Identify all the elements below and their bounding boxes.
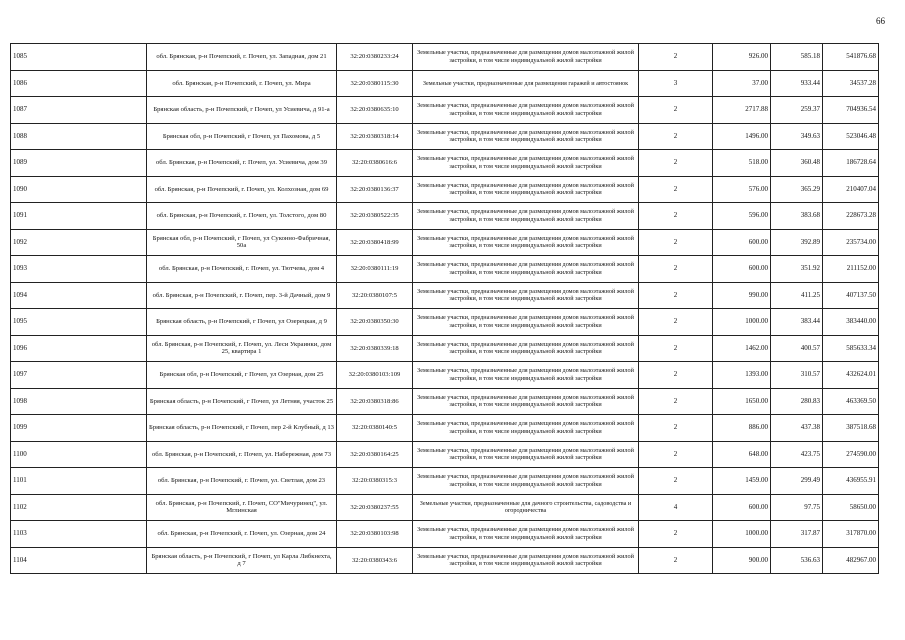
table-row bbox=[11, 123, 879, 150]
page-number: 66 bbox=[876, 16, 885, 26]
table-row bbox=[11, 282, 879, 309]
row-number: 1097 bbox=[11, 362, 147, 389]
table-row bbox=[11, 547, 879, 574]
cadastral-number: 32:20:0380233:24 bbox=[337, 44, 413, 71]
cadastral-value: 585633.34 bbox=[823, 335, 879, 362]
category-cell: 2 bbox=[639, 282, 713, 309]
cadastral-value: 436955.91 bbox=[823, 468, 879, 495]
category-cell: 2 bbox=[639, 150, 713, 177]
land-registry-table bbox=[10, 43, 879, 574]
row-number: 1092 bbox=[11, 229, 147, 256]
land-use-cell: Земельные участки, предназначенные для размещения домов малоэтажной жилой застройки, в том числе индивидуальной жилой застройки bbox=[413, 203, 639, 230]
address-cell: обл. Брянская, р-н Почепский, г. Почеп, ул. Леси Украинки, дом 25, квартира 1 bbox=[147, 335, 337, 362]
area-cell: 600.00 bbox=[713, 494, 771, 521]
area-cell: 648.00 bbox=[713, 441, 771, 468]
cadastral-value: 235734.00 bbox=[823, 229, 879, 256]
row-number: 1085 bbox=[11, 44, 147, 71]
cadastral-value: 186728.64 bbox=[823, 150, 879, 177]
rate-cell: 97.75 bbox=[771, 494, 823, 521]
address-cell: Брянская обл, р-н Почепский, г Почеп, ул Пахомова, д 5 bbox=[147, 123, 337, 150]
area-cell: 600.00 bbox=[713, 256, 771, 283]
category-cell: 2 bbox=[639, 362, 713, 389]
land-use-cell: Земельные участки, предназначенные для размещения гаражей и автостоянок bbox=[413, 70, 639, 97]
rate-cell: 383.44 bbox=[771, 309, 823, 336]
area-cell: 2717.88 bbox=[713, 97, 771, 124]
cadastral-number: 32:20:0380107:5 bbox=[337, 282, 413, 309]
cadastral-number: 32:20:0380339:18 bbox=[337, 335, 413, 362]
cadastral-value: 523046.48 bbox=[823, 123, 879, 150]
row-number: 1099 bbox=[11, 415, 147, 442]
rate-cell: 585.18 bbox=[771, 44, 823, 71]
area-cell: 1000.00 bbox=[713, 521, 771, 548]
cadastral-number: 32:20:0380315:3 bbox=[337, 468, 413, 495]
cadastral-number: 32:20:0380115:30 bbox=[337, 70, 413, 97]
land-use-cell: Земельные участки, предназначенные для размещения домов малоэтажной жилой застройки, в том числе индивидуальной жилой застройки bbox=[413, 547, 639, 574]
table-row bbox=[11, 176, 879, 203]
cadastral-number: 32:20:0380343:6 bbox=[337, 547, 413, 574]
table-row bbox=[11, 494, 879, 521]
cadastral-value: 387518.68 bbox=[823, 415, 879, 442]
area-cell: 37.00 bbox=[713, 70, 771, 97]
address-cell: обл. Брянская, р-н Почепский, г. Почеп, пер. 3-й Дачный, дом 9 bbox=[147, 282, 337, 309]
address-cell: Брянская область, р-н Почепский, г Почеп, пер 2-й Клубный, д 13 bbox=[147, 415, 337, 442]
category-cell: 2 bbox=[639, 123, 713, 150]
category-cell: 3 bbox=[639, 70, 713, 97]
table-row bbox=[11, 309, 879, 336]
cadastral-number: 32:20:0380616:6 bbox=[337, 150, 413, 177]
address-cell: обл. Брянская, р-н Почепский, г. Почеп, ул. Усиевича, дом 39 bbox=[147, 150, 337, 177]
cadastral-value: 704936.54 bbox=[823, 97, 879, 124]
category-cell: 4 bbox=[639, 494, 713, 521]
category-cell: 2 bbox=[639, 388, 713, 415]
address-cell: обл. Брянская, р-н Почепский, г. Почеп, СО"Мичуринец", ул. Мглинская bbox=[147, 494, 337, 521]
table-body bbox=[11, 44, 879, 574]
area-cell: 990.00 bbox=[713, 282, 771, 309]
cadastral-value: 541876.68 bbox=[823, 44, 879, 71]
table-row bbox=[11, 256, 879, 283]
cadastral-value: 228673.28 bbox=[823, 203, 879, 230]
land-use-cell: Земельные участки, предназначенные для размещения домов малоэтажной жилой застройки, в том числе индивидуальной жилой застройки bbox=[413, 229, 639, 256]
cadastral-value: 34537.28 bbox=[823, 70, 879, 97]
cadastral-value: 211152.00 bbox=[823, 256, 879, 283]
address-cell: обл. Брянская, р-н Почепский, г. Почеп, ул. Озерная, дом 24 bbox=[147, 521, 337, 548]
cadastral-number: 32:20:0380635:10 bbox=[337, 97, 413, 124]
cadastral-value: 482967.00 bbox=[823, 547, 879, 574]
table-row bbox=[11, 388, 879, 415]
category-cell: 2 bbox=[639, 547, 713, 574]
row-number: 1089 bbox=[11, 150, 147, 177]
cadastral-number: 32:20:0380350:30 bbox=[337, 309, 413, 336]
cadastral-number: 32:20:0380103:98 bbox=[337, 521, 413, 548]
cadastral-number: 32:20:0380318:14 bbox=[337, 123, 413, 150]
cadastral-number: 32:20:0380103:109 bbox=[337, 362, 413, 389]
area-cell: 596.00 bbox=[713, 203, 771, 230]
cadastral-value: 210407.04 bbox=[823, 176, 879, 203]
category-cell: 2 bbox=[639, 44, 713, 71]
area-cell: 926.00 bbox=[713, 44, 771, 71]
row-number: 1101 bbox=[11, 468, 147, 495]
address-cell: обл. Брянская, р-н Почепский, г. Почеп, ул. Западная, дом 21 bbox=[147, 44, 337, 71]
rate-cell: 437.38 bbox=[771, 415, 823, 442]
table-row bbox=[11, 362, 879, 389]
rate-cell: 392.89 bbox=[771, 229, 823, 256]
address-cell: Брянская область, р-н Почепский, г Почеп, ул Усиевича, д 91-а bbox=[147, 97, 337, 124]
rate-cell: 411.25 bbox=[771, 282, 823, 309]
area-cell: 600.00 bbox=[713, 229, 771, 256]
address-cell: Брянская область, р-н Почепский, г Почеп, ул Летняя, участок 25 bbox=[147, 388, 337, 415]
rate-cell: 423.75 bbox=[771, 441, 823, 468]
table-row bbox=[11, 229, 879, 256]
category-cell: 2 bbox=[639, 441, 713, 468]
address-cell: обл. Брянская, р-н Почепский, г. Почеп, ул. Колхозная, дом 69 bbox=[147, 176, 337, 203]
cadastral-number: 32:20:0380164:25 bbox=[337, 441, 413, 468]
cadastral-value: 432624.01 bbox=[823, 362, 879, 389]
cadastral-number: 32:20:0380522:35 bbox=[337, 203, 413, 230]
cadastral-value: 407137.50 bbox=[823, 282, 879, 309]
land-use-cell: Земельные участки, предназначенные для размещения домов малоэтажной жилой застройки, в том числе индивидуальной жилой застройки bbox=[413, 97, 639, 124]
row-number: 1096 bbox=[11, 335, 147, 362]
row-number: 1091 bbox=[11, 203, 147, 230]
cadastral-number: 32:20:0380318:86 bbox=[337, 388, 413, 415]
rate-cell: 310.57 bbox=[771, 362, 823, 389]
land-use-cell: Земельные участки, предназначенные для размещения домов малоэтажной жилой застройки, в том числе индивидуальной жилой застройки bbox=[413, 176, 639, 203]
area-cell: 1000.00 bbox=[713, 309, 771, 336]
row-number: 1090 bbox=[11, 176, 147, 203]
rate-cell: 383.68 bbox=[771, 203, 823, 230]
category-cell: 2 bbox=[639, 415, 713, 442]
cadastral-number: 32:20:0380136:37 bbox=[337, 176, 413, 203]
address-cell: Брянская обл, р-н Почепский, г Почеп, ул Суконно-Фабричная, 50а bbox=[147, 229, 337, 256]
area-cell: 518.00 bbox=[713, 150, 771, 177]
row-number: 1086 bbox=[11, 70, 147, 97]
land-use-cell: Земельные участки, предназначенные для размещения домов малоэтажной жилой застройки, в том числе индивидуальной жилой застройки bbox=[413, 44, 639, 71]
address-cell: обл. Брянская, р-н Почепский, г. Почеп, ул. Светлая, дом 23 bbox=[147, 468, 337, 495]
rate-cell: 299.49 bbox=[771, 468, 823, 495]
land-use-cell: Земельные участки, предназначенные для размещения домов малоэтажной жилой застройки, в том числе индивидуальной жилой застройки bbox=[413, 521, 639, 548]
land-use-cell: Земельные участки, предназначенные для размещения домов малоэтажной жилой застройки, в том числе индивидуальной жилой застройки bbox=[413, 468, 639, 495]
rate-cell: 280.83 bbox=[771, 388, 823, 415]
row-number: 1094 bbox=[11, 282, 147, 309]
category-cell: 2 bbox=[639, 521, 713, 548]
cadastral-number: 32:20:0380418:99 bbox=[337, 229, 413, 256]
address-cell: обл. Брянская, р-н Почепский, г. Почеп, ул. Тютчева, дом 4 bbox=[147, 256, 337, 283]
address-cell: Брянская область, р-н Почепский, г Почеп, ул Озерецкая, д 9 bbox=[147, 309, 337, 336]
table-row bbox=[11, 70, 879, 97]
land-use-cell: Земельные участки, предназначенные для размещения домов малоэтажной жилой застройки, в том числе индивидуальной жилой застройки bbox=[413, 256, 639, 283]
category-cell: 2 bbox=[639, 309, 713, 336]
area-cell: 1393.00 bbox=[713, 362, 771, 389]
rate-cell: 259.37 bbox=[771, 97, 823, 124]
row-number: 1104 bbox=[11, 547, 147, 574]
cadastral-number: 32:20:0380237:55 bbox=[337, 494, 413, 521]
area-cell: 1650.00 bbox=[713, 388, 771, 415]
land-use-cell: Земельные участки, предназначенные для размещения домов малоэтажной жилой застройки, в том числе индивидуальной жилой застройки bbox=[413, 309, 639, 336]
cadastral-value: 463369.50 bbox=[823, 388, 879, 415]
row-number: 1100 bbox=[11, 441, 147, 468]
row-number: 1102 bbox=[11, 494, 147, 521]
land-use-cell: Земельные участки, предназначенные для размещения домов малоэтажной жилой застройки, в том числе индивидуальной жилой застройки bbox=[413, 150, 639, 177]
cadastral-number: 32:20:0380140:5 bbox=[337, 415, 413, 442]
table-row bbox=[11, 415, 879, 442]
category-cell: 2 bbox=[639, 468, 713, 495]
address-cell: обл. Брянская, р-н Почепский, г. Почеп, ул. Мира bbox=[147, 70, 337, 97]
land-use-cell: Земельные участки, предназначенные для размещения домов малоэтажной жилой застройки, в том числе индивидуальной жилой застройки bbox=[413, 335, 639, 362]
rate-cell: 351.92 bbox=[771, 256, 823, 283]
land-use-cell: Земельные участки, предназначенные для размещения домов малоэтажной жилой застройки, в том числе индивидуальной жилой застройки bbox=[413, 282, 639, 309]
row-number: 1088 bbox=[11, 123, 147, 150]
area-cell: 886.00 bbox=[713, 415, 771, 442]
area-cell: 1459.00 bbox=[713, 468, 771, 495]
cadastral-value: 58650.00 bbox=[823, 494, 879, 521]
category-cell: 2 bbox=[639, 256, 713, 283]
area-cell: 576.00 bbox=[713, 176, 771, 203]
table-row bbox=[11, 441, 879, 468]
table-row bbox=[11, 150, 879, 177]
rate-cell: 360.48 bbox=[771, 150, 823, 177]
table-row bbox=[11, 203, 879, 230]
table-row bbox=[11, 335, 879, 362]
table-row bbox=[11, 97, 879, 124]
address-cell: Брянская обл, р-н Почепский, г Почеп, ул Озерная, дом 25 bbox=[147, 362, 337, 389]
area-cell: 1462.00 bbox=[713, 335, 771, 362]
table-row bbox=[11, 521, 879, 548]
cadastral-value: 274590.00 bbox=[823, 441, 879, 468]
rate-cell: 536.63 bbox=[771, 547, 823, 574]
row-number: 1093 bbox=[11, 256, 147, 283]
cadastral-value: 383440.00 bbox=[823, 309, 879, 336]
land-use-cell: Земельные участки, предназначенные для размещения домов малоэтажной жилой застройки, в том числе индивидуальной жилой застройки bbox=[413, 415, 639, 442]
land-use-cell: Земельные участки, предназначенные для размещения домов малоэтажной жилой застройки, в том числе индивидуальной жилой застройки bbox=[413, 441, 639, 468]
rate-cell: 365.29 bbox=[771, 176, 823, 203]
rate-cell: 317.87 bbox=[771, 521, 823, 548]
cadastral-value: 317870.00 bbox=[823, 521, 879, 548]
category-cell: 2 bbox=[639, 176, 713, 203]
land-use-cell: Земельные участки, предназначенные для размещения домов малоэтажной жилой застройки, в том числе индивидуальной жилой застройки bbox=[413, 362, 639, 389]
area-cell: 900.00 bbox=[713, 547, 771, 574]
table-row bbox=[11, 44, 879, 71]
category-cell: 2 bbox=[639, 97, 713, 124]
category-cell: 2 bbox=[639, 203, 713, 230]
table-row bbox=[11, 468, 879, 495]
address-cell: обл. Брянская, р-н Почепский, г. Почеп, ул. Толстого, дом 80 bbox=[147, 203, 337, 230]
row-number: 1087 bbox=[11, 97, 147, 124]
row-number: 1103 bbox=[11, 521, 147, 548]
area-cell: 1496.00 bbox=[713, 123, 771, 150]
address-cell: Брянская область, р-н Почепский, г Почеп, ул Карла Либкнехта, д 7 bbox=[147, 547, 337, 574]
land-use-cell: Земельные участки, предназначенные для размещения домов малоэтажной жилой застройки, в том числе индивидуальной жилой застройки bbox=[413, 123, 639, 150]
land-use-cell: Земельные участки, предназначенные для размещения домов малоэтажной жилой застройки, в том числе индивидуальной жилой застройки bbox=[413, 388, 639, 415]
cadastral-number: 32:20:0380111:19 bbox=[337, 256, 413, 283]
category-cell: 2 bbox=[639, 229, 713, 256]
address-cell: обл. Брянская, р-н Почепский, г. Почеп, ул. Набережная, дом 73 bbox=[147, 441, 337, 468]
rate-cell: 349.63 bbox=[771, 123, 823, 150]
rate-cell: 933.44 bbox=[771, 70, 823, 97]
row-number: 1098 bbox=[11, 388, 147, 415]
category-cell: 2 bbox=[639, 335, 713, 362]
row-number: 1095 bbox=[11, 309, 147, 336]
land-use-cell: Земельные участки, предназначенные для дачного строительства, садоводства и огородничества bbox=[413, 494, 639, 521]
rate-cell: 400.57 bbox=[771, 335, 823, 362]
